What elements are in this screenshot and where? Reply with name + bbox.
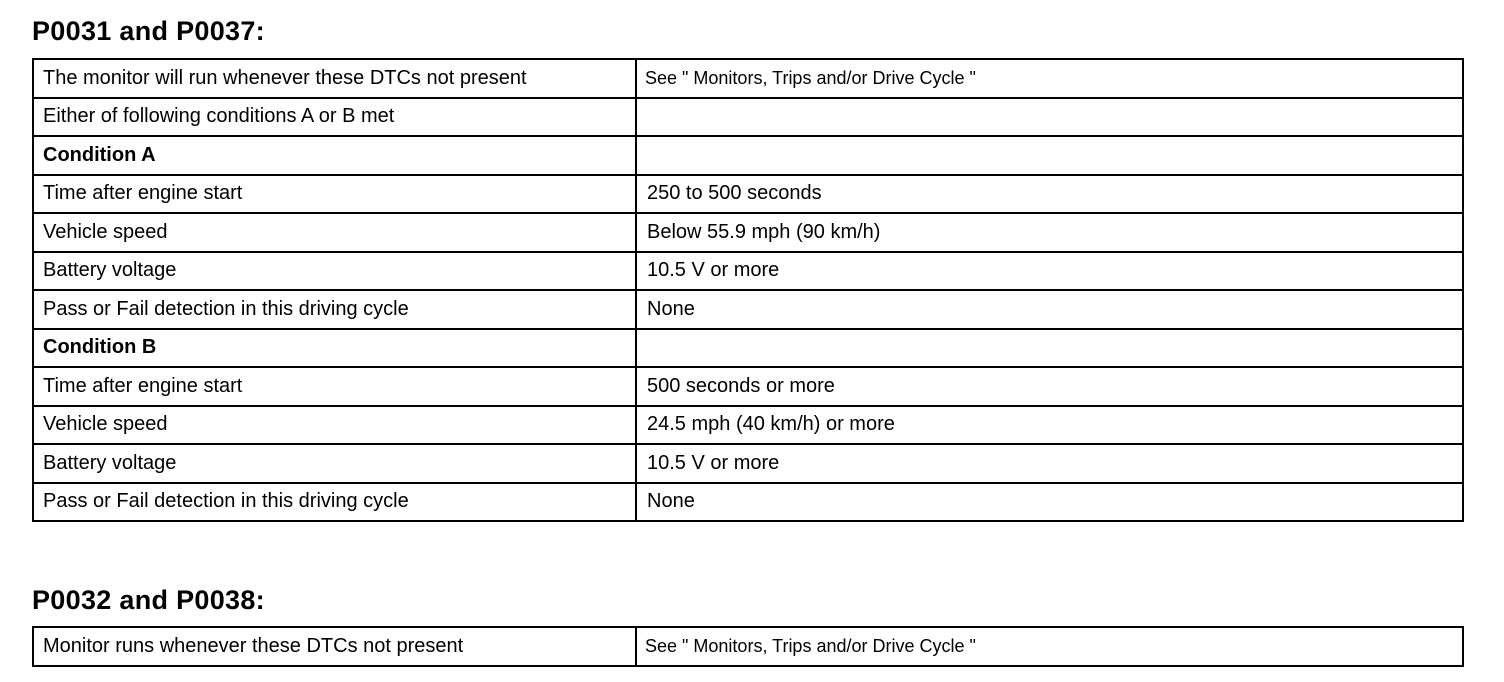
row-label: Battery voltage — [33, 444, 636, 483]
row-label: Battery voltage — [33, 252, 636, 291]
row-label: Pass or Fail detection in this driving cycle — [33, 483, 636, 522]
table-row — [33, 98, 1463, 137]
table-row — [33, 444, 1463, 483]
section-heading-p0031-p0037: P0031 and P0037: — [32, 16, 265, 46]
table-row — [33, 367, 1463, 406]
row-label: Either of following conditions A or B met — [33, 98, 636, 137]
condition-a-label: Condition A — [33, 136, 636, 175]
row-value: 500 seconds or more — [636, 367, 1463, 406]
row-value — [636, 329, 1463, 368]
row-value: Below 55.9 mph (90 km/h) — [636, 213, 1463, 252]
table-row — [33, 213, 1463, 252]
row-value: None — [636, 483, 1463, 522]
table-row-condition-a-header — [33, 136, 1463, 175]
row-value: See " Monitors, Trips and/or Drive Cycle " — [636, 627, 1463, 666]
row-label: Time after engine start — [33, 367, 636, 406]
row-label: Vehicle speed — [33, 406, 636, 445]
row-value: 24.5 mph (40 km/h) or more — [636, 406, 1463, 445]
row-label: Monitor runs whenever these DTCs not present — [33, 627, 636, 666]
table-row — [33, 290, 1463, 329]
table-row — [33, 406, 1463, 445]
row-value: 10.5 V or more — [636, 252, 1463, 291]
row-label: The monitor will run whenever these DTCs not present — [33, 59, 636, 98]
row-value — [636, 98, 1463, 137]
table-row — [33, 627, 1463, 666]
table-row — [33, 175, 1463, 214]
row-value — [636, 136, 1463, 175]
row-value: 10.5 V or more — [636, 444, 1463, 483]
table-row — [33, 483, 1463, 522]
row-label: Vehicle speed — [33, 213, 636, 252]
conditions-table-p0031-p0037 — [32, 58, 1464, 522]
row-value: 250 to 500 seconds — [636, 175, 1463, 214]
condition-b-label: Condition B — [33, 329, 636, 368]
table-row — [33, 59, 1463, 98]
row-value: See " Monitors, Trips and/or Drive Cycle " — [636, 59, 1463, 98]
row-value: None — [636, 290, 1463, 329]
table-row — [33, 252, 1463, 291]
row-label: Pass or Fail detection in this driving cycle — [33, 290, 636, 329]
table-row-condition-b-header — [33, 329, 1463, 368]
conditions-table-p0032-p0038 — [32, 626, 1464, 667]
row-label: Time after engine start — [33, 175, 636, 214]
section-heading-p0032-p0038: P0032 and P0038: — [32, 585, 265, 615]
